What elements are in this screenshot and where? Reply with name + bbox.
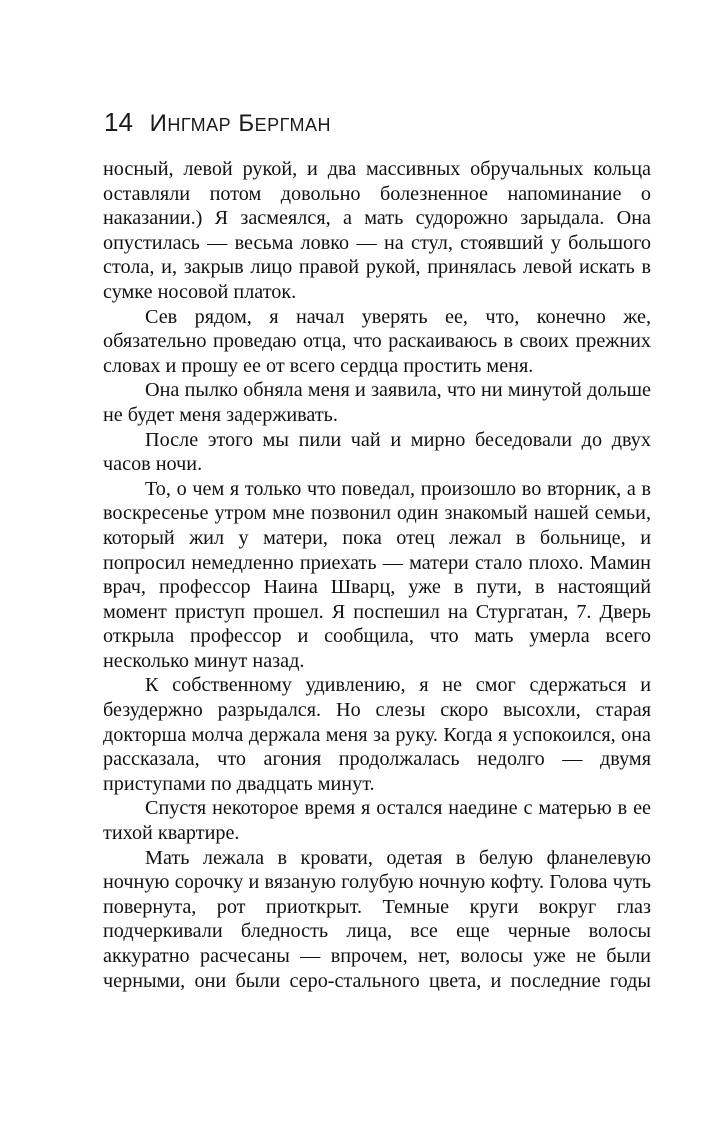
paragraph: К собственному удивлению, я не смог сдержаться и безудержно разрыдался. Но слезы скоро высохли, старая докторша молча держала меня за руку. Когда я успокоился, она рассказала, что агония продолжалась недолго — двумя приступами по двадцать минут. <box>103 674 651 795</box>
paragraph: После этого мы пили чай и мирно беседовали до двух часов ночи. <box>103 428 651 476</box>
author-first-rest: НГМАР <box>167 115 232 135</box>
paragraph: То, о чем я только что поведал, произошло во вторник, а в воскресенье утром мне позвонил один знакомый нашей семьи, который жил у матери, пока отец лежал в больнице, и попросил немедленно приехать — матери стало плохо. Мамин врач, профессор Наина Шварц, уже в пути, в настоящий момент приступ прошел. Я поспешил на Стургатан, 7. Дверь открыла профессор и сообщила, что мать умерла всего несколько минут назад. <box>103 477 651 672</box>
author-first-initial: И <box>149 110 168 137</box>
paragraph: носный, левой рукой, и два массивных обручальных кольца оставляли потом довольно болезненное напоминание о наказании.) Я засмеялся, а мать судорожно зарыдала. Она опустилась — весьма ловко — на стул, стоявший у большого стола, и, закрыв лицо правой рукой, принялась левой искать в сумке носовой платок. <box>103 158 651 303</box>
author-last-rest: ЕРГМАН <box>254 115 331 135</box>
author-name <box>150 110 331 137</box>
author-last-initial: Б <box>238 110 255 137</box>
page-number: 14 <box>104 107 133 137</box>
paragraph: Мать лежала в кровати, одетая в белую фланелевую ночную сорочку и вязаную голубую ночную кофту. Голова чуть повернута, рот приоткрыт. Темные круги вокруг глаз подчеркивали бледность лица, все еще черные волосы аккуратно расчесаны — впрочем, нет, волосы уже не были черными, они были серо-стального цвета, и последние годы <box>103 846 651 992</box>
paragraph: Сев рядом, я начал уверять ее, что, конечно же, обязательно проведаю отца, что раскаиваюсь в своих прежних словах и прошу ее от всего сердца простить меня. <box>103 305 651 377</box>
body-text <box>103 157 651 993</box>
paragraph: Спустя некоторое время я остался наедине с матерью в ее тихой квартире. <box>103 797 651 845</box>
paragraph: Она пылко обняла меня и заявила, что ни минутой дольше не будет меня задерживать. <box>103 379 651 426</box>
running-head <box>104 108 331 139</box>
